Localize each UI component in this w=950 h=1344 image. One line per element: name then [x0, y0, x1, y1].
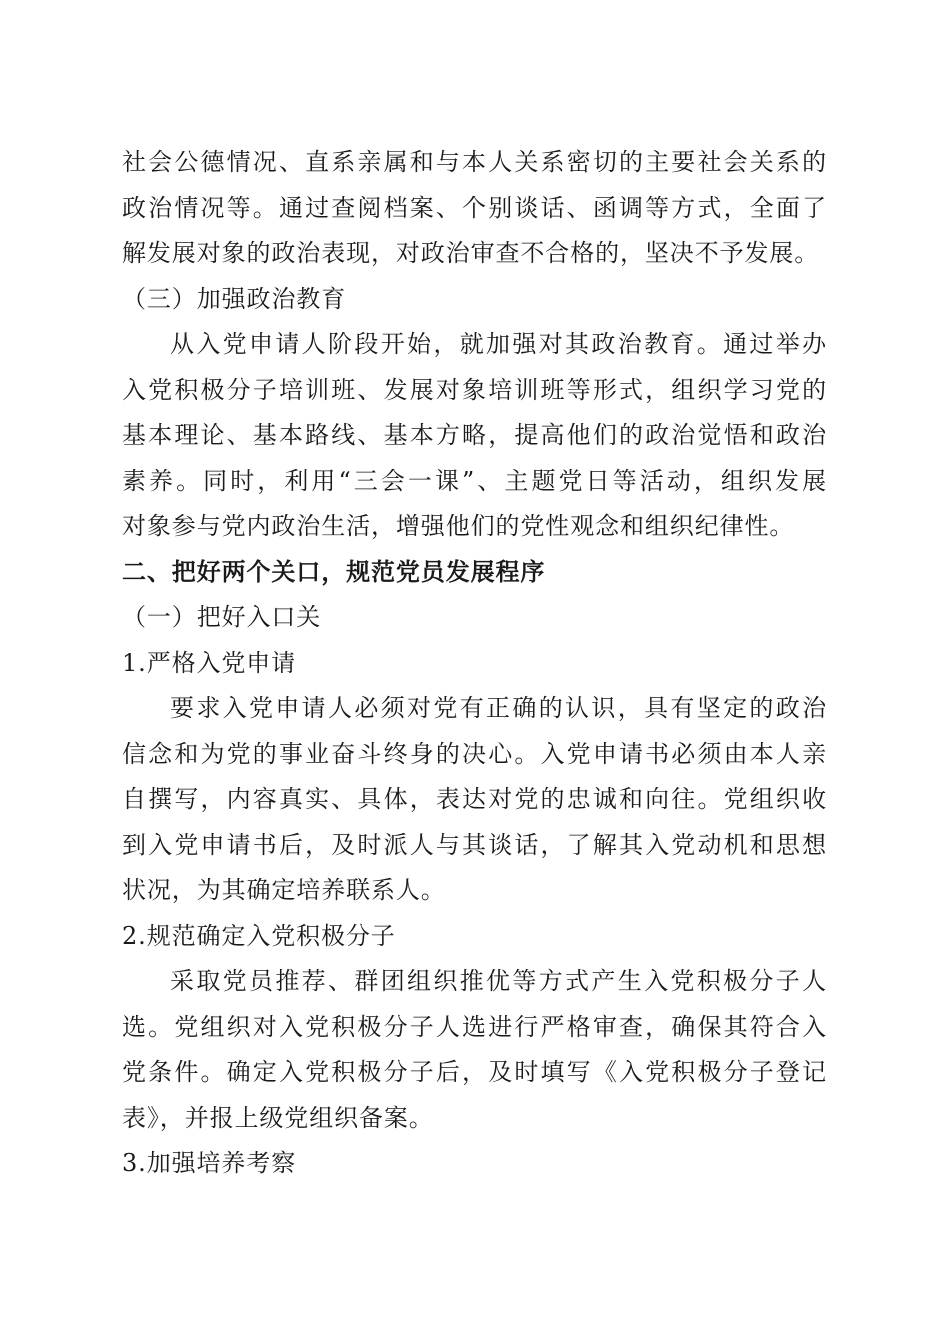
- item-activist-determination: 2.规范确定入党积极分子: [122, 921, 396, 950]
- text-line: 信念和为党的事业奋斗终身的决心。入党申请书必须由本人亲: [122, 739, 827, 768]
- text-line: 解发展对象的政治表现，对政治审查不合格的，坚决不予发展。: [122, 239, 820, 267]
- text-line: 表》，并报上级党组织备案。: [122, 1103, 434, 1132]
- text-line: 要求入党申请人必须对党有正确的认识，具有坚定的政治: [170, 694, 827, 722]
- section-heading-two-gates: 二、把好两个关口，规范党员发展程序: [122, 557, 546, 586]
- text-line: 素养。同时，利用“三会一课”、主题党日等活动，组织发展: [122, 466, 827, 495]
- text-line: 入党积极分子培训班、发展对象培训班等形式，组织学习党的: [122, 375, 827, 404]
- paragraph-political-review: [122, 140, 827, 277]
- paragraph-application-requirements: [122, 686, 827, 914]
- paragraph-activist-selection: [122, 959, 827, 1141]
- item-training-inspection: 3.加强培养考察: [122, 1149, 297, 1177]
- item-strict-application: 1.严格入党申请: [122, 648, 297, 677]
- text-line: 从入党申请人阶段开始，就加强对其政治教育。通过举办: [170, 330, 827, 358]
- text-line: 到入党申请书后，及时派人与其谈话，了解其入党动机和思想: [122, 830, 827, 859]
- heading-entry-gate: （一）把好入口关: [122, 603, 322, 631]
- text-line: 对象参与党内政治生活，增强他们的党性观念和组织纪律性。: [122, 512, 795, 540]
- text-line: 选。党组织对入党积极分子人选进行严格审查，确保其符合入: [122, 1012, 827, 1041]
- text-line: 基本理论、基本路线、基本方略，提高他们的政治觉悟和政治: [122, 421, 827, 449]
- text-line: 党条件。确定入党积极分子后，及时填写《入党积极分子登记: [122, 1058, 827, 1086]
- text-line: 状况，为其确定培养联系人。: [122, 876, 446, 904]
- document-body: [122, 140, 827, 1187]
- text-line: 自撰写，内容真实、具体，表达对党的忠诚和向往。党组织收: [122, 785, 827, 813]
- heading-strengthen-political-education: （三）加强政治教育: [122, 284, 347, 313]
- text-line: 采取党员推荐、群团组织推优等方式产生入党积极分子人: [170, 967, 827, 995]
- paragraph-political-education: [122, 322, 827, 550]
- text-line: 社会公德情况、直系亲属和与本人关系密切的主要社会关系的: [122, 148, 827, 176]
- text-line: 政治情况等。通过查阅档案、个别谈话、函调等方式，全面了: [122, 193, 827, 222]
